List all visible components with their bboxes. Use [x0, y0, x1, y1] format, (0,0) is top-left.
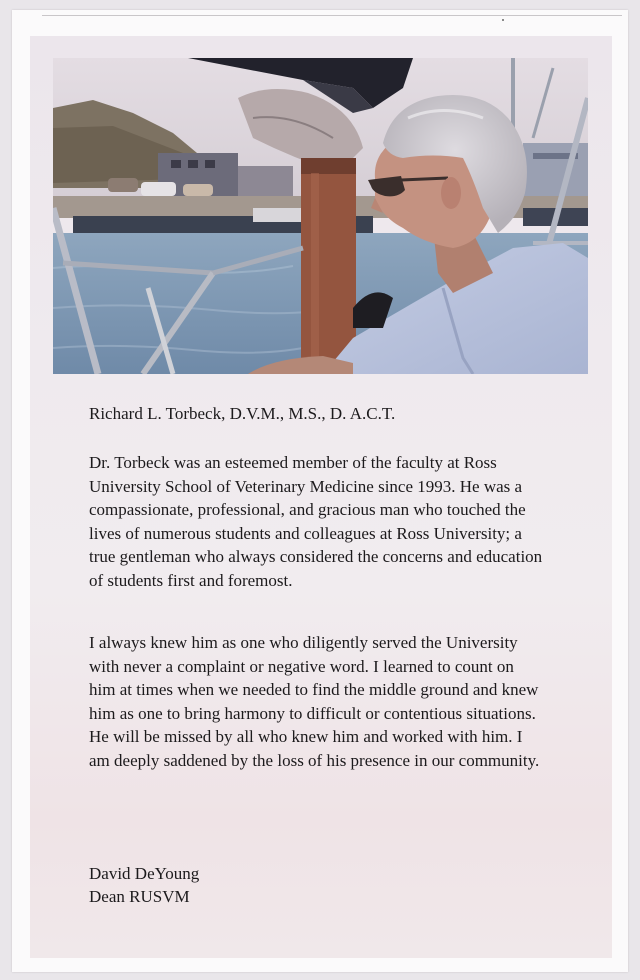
signature-block — [89, 862, 544, 908]
signature-name: David DeYoung — [89, 864, 200, 883]
signature-title: Dean RUSVM — [89, 887, 190, 906]
name-line: Richard L. Torbeck, D.V.M., M.S., D. A.C.T. — [89, 404, 396, 423]
memorial-photo — [53, 58, 588, 374]
tribute-paragraph-2: I always knew him as one who diligently served the University with never a complaint or negative word. I learned to count on him at times when we needed to find the middle ground and knew him as one to bring harmony to difficult or contentious situations. He will be missed by all who knew him and worked with him. I am deeply saddened by the loss of his presence in our community. — [89, 633, 540, 770]
sheet-edge-line — [42, 15, 622, 16]
photo-man-on-sailboat-icon — [53, 58, 588, 374]
speck — [502, 19, 504, 21]
tribute-paragraph-1: Dr. Torbeck was an esteemed member of the faculty at Ross University School of Veterinary Medicine since 1993. He was a compassionate, professional, and gracious man who touched the lives of numerous students and colleagues at Ross University; a true gentleman who always considered the concerns and education of students first and foremost. — [89, 453, 543, 590]
